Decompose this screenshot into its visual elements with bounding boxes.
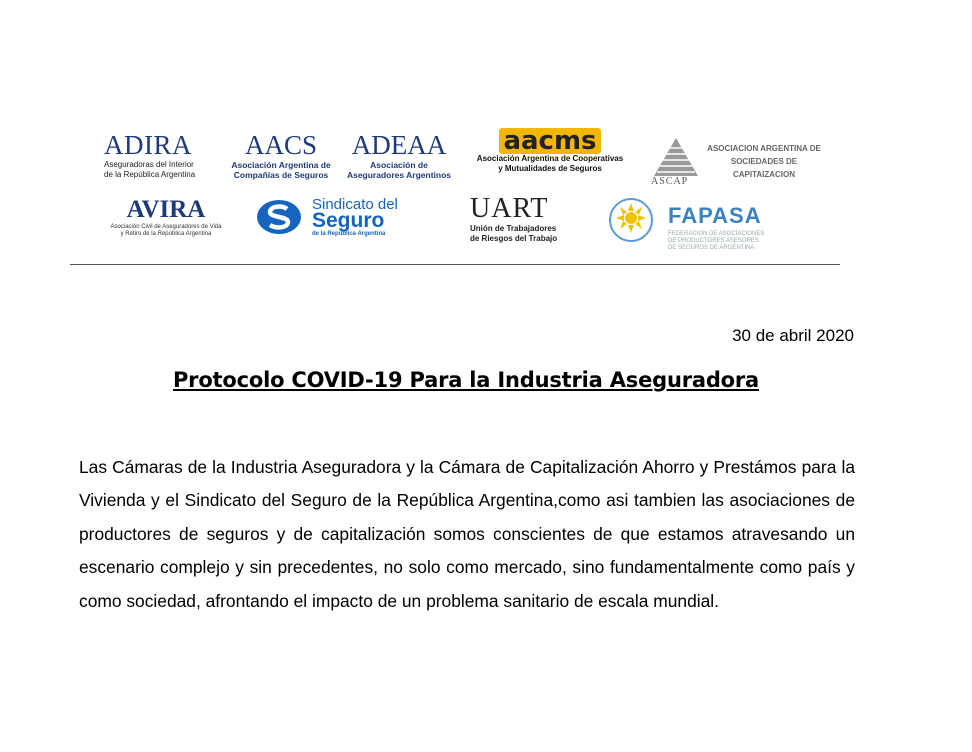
uart-name: UART: [470, 193, 549, 224]
avira-sub1: Asociación Civil de Aseguradores de Vida: [110, 224, 222, 230]
adira-name: ADIRA: [104, 130, 192, 160]
adira-sub1: Aseguradoras del Interior: [104, 160, 194, 169]
document-date: 30 de abril 2020: [732, 326, 854, 345]
sindicato-line3: de la República Argentina: [312, 231, 386, 237]
aacs-sub2: Compañías de Seguros: [233, 170, 329, 180]
fapasa-sub2: DE PRODUCTORES ASESORES: [668, 238, 759, 244]
aacms-logo: [470, 128, 630, 174]
header-divider: [70, 264, 840, 265]
avira-sub2: y Retiro de la República Argentina: [120, 231, 212, 237]
adira-logo: [104, 130, 214, 180]
aacms-sub1: Asociación Argentina de Cooperativas: [476, 154, 624, 163]
aacs-sub1: Asociación Argentina de: [231, 160, 331, 170]
adeaa-sub2: Aseguradores Argentinos: [346, 170, 452, 180]
fapasa-sun-icon: [602, 198, 660, 248]
fapasa-name: FAPASA: [668, 203, 762, 228]
aacs-logo: [226, 130, 336, 180]
ascap-name: ASCAP: [651, 176, 689, 187]
adeaa-name: ADEAA: [351, 130, 447, 160]
ascap-pyramid-icon: [652, 136, 700, 178]
ascap-line3: CAPITAIZACION: [732, 170, 796, 179]
fapasa-sub1: FEDERACION DE ASOCIACIONES: [668, 231, 765, 237]
fapasa-logo: [602, 198, 792, 258]
adeaa-sub1: Asociación de: [370, 160, 428, 170]
body-paragraph: Las Cámaras de la Industria Aseguradora y la Cámara de Capitalización Ahorro y Prestámos para la Vivienda y el Sindicato del Seguro de la República Argentina,como asi tambien las asociaciones de productores de seguros y de capitalización somos conscientes de que estamos atravesando un escenario complejo y sin precedentes, no solo como mercado, sino fundamentalmente como país y como sociedad, afrontando el impacto de un problema sanitario de escala mundial.: [79, 457, 855, 611]
fapasa-sub3: DE SEGUROS DE ARGENTINA: [668, 245, 755, 251]
document-title: Protocolo COVID-19 Para la Industria Aseguradora: [172, 368, 760, 392]
sindicato-line2: Seguro: [312, 209, 385, 232]
ascap-line1: ASOCIACION ARGENTINA DE: [707, 144, 821, 153]
aacs-name: AACS: [244, 130, 318, 160]
avira-name: AVIRA: [126, 196, 206, 223]
aacms-sub2: y Mutualidades de Seguros: [498, 164, 602, 173]
sindicato-logo: [256, 197, 426, 239]
uart-sub1: Unión de Trabajadores: [470, 224, 557, 233]
aacms-name: aacms: [499, 128, 600, 154]
ascap-line2: SOCIEDADES DE: [730, 157, 798, 166]
avira-logo: [106, 196, 226, 238]
sindicato-s-icon: [256, 199, 302, 235]
uart-logo: [470, 194, 580, 244]
adeaa-logo: [340, 130, 458, 180]
adira-sub2: de la República Argentina: [104, 170, 196, 179]
sindicato-line1: Sindicato del: [312, 196, 398, 213]
uart-sub2: de Riesgos del Trabajo: [470, 234, 558, 243]
